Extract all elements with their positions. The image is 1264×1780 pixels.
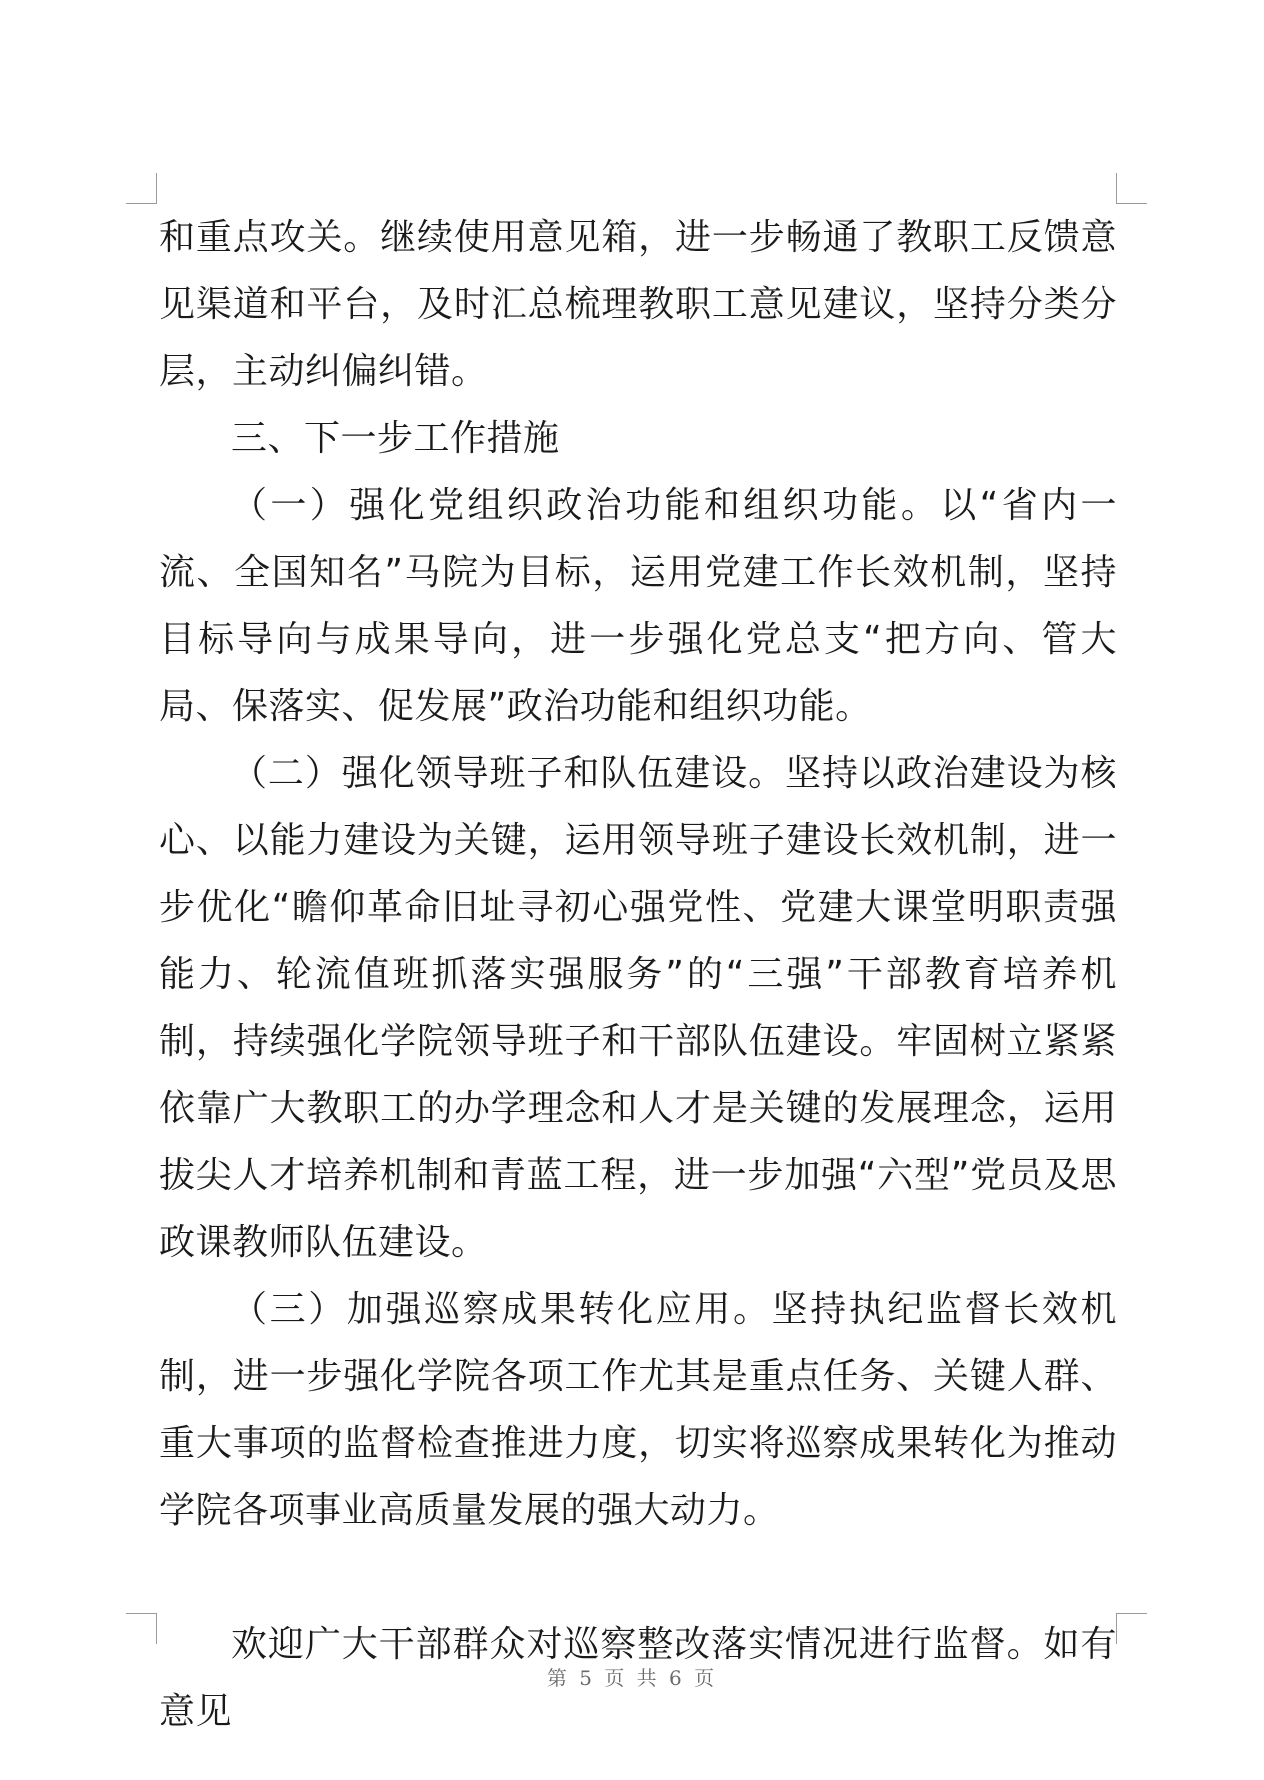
crop-mark-top-left [126, 173, 157, 204]
paragraph-gap [159, 1544, 1117, 1611]
crop-mark-bottom-right [1116, 1613, 1147, 1644]
crop-mark-bottom-left [126, 1613, 157, 1644]
paragraph-measure-2: （二）强化领导班子和队伍建设。坚持以政治建设为核心、以能力建设为关键，运用领导班子建设长效机制，进一步优化“瞻仰革命旧址寻初心强党性、党建大课堂明职责强能力、轮流值班抓落实强服务”的“三强”干部教育培养机制，持续强化学院领导班子和干部队伍建设。牢固树立紧紧依靠广大教职工的办学理念和人才是关键的发展理念，运用拔尖人才培养机制和青蓝工程，进一步加强“六型”党员及思政课教师队伍建设。 [159, 753, 1117, 1263]
paragraph-measure-3: （三）加强巡察成果转化应用。坚持执纪监督长效机制，进一步强化学院各项工作尤其是重点任务、关键人群、重大事项的监督检查推进力度，切实将巡察成果转化为推动学院各项事业高质量发展的强大动力。 [159, 1289, 1117, 1531]
page-number-footer: 第 5 页 共 6 页 [546, 1666, 718, 1690]
section-heading: 三、下一步工作措施 [231, 418, 560, 459]
paragraph-continuation: 和重点攻关。继续使用意见箱，进一步畅通了教职工反馈意见渠道和平台，及时汇总梳理教职工意见建议，坚持分类分层，主动纠偏纠错。 [159, 217, 1117, 392]
crop-mark-top-right [1116, 173, 1147, 204]
document-body [159, 204, 1117, 1745]
paragraph-measure-1: （一）强化党组织政治功能和组织功能。以“省内一流、全国知名”马院为目标，运用党建工作长效机制，坚持目标导向与成果导向，进一步强化党总支“把方向、管大局、保落实、促发展”政治功能和组织功能。 [159, 485, 1117, 727]
paragraph-supervision: 欢迎广大干部群众对巡察整改落实情况进行监督。如有意见 [159, 1624, 1117, 1732]
